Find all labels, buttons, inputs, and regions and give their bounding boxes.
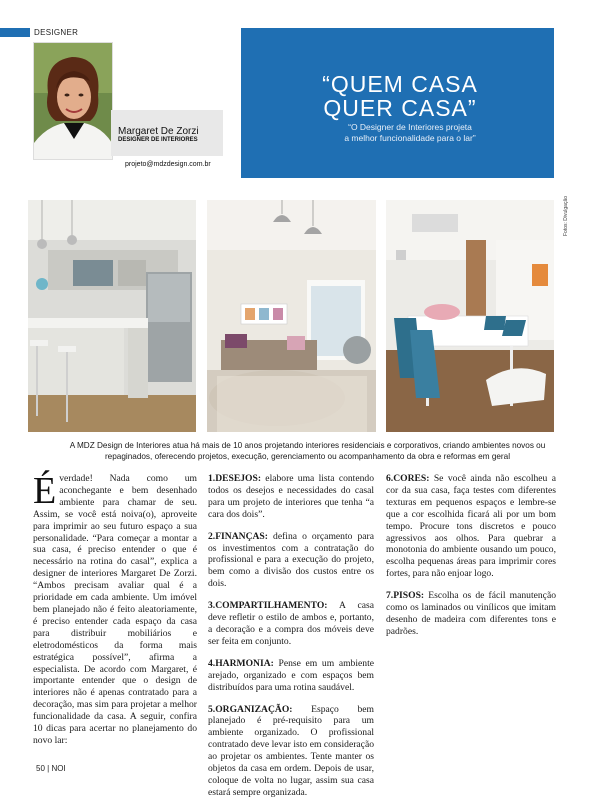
tip-2-head: 2.FINANÇAS:: [208, 530, 268, 542]
designer-name: Margaret De Zorzi: [118, 126, 199, 137]
designer-portrait: [33, 42, 113, 160]
living-room-photo: [207, 200, 376, 432]
tip-4-text: Pense em um ambiente arejado, organizado e com espaços bem distribuídos para uma rotina saudável.: [208, 657, 374, 693]
caption-line2: repaginados, oferecendo projetos, execução, gerenciamento ou acompanhamento da obra e reformas em geral: [104, 452, 511, 461]
tip-3: [208, 600, 374, 648]
tip-4: [208, 658, 374, 694]
article-column-3: [386, 473, 556, 648]
quote-subtitle-line1: “O Designer de Interiores projeta: [348, 122, 472, 132]
tip-1: [208, 473, 374, 521]
quote-subtitle-line2: a melhor funcionalidade para o lar”: [344, 133, 476, 143]
tip-6-head: 6.CORES:: [386, 473, 430, 484]
quote-subtitle: [300, 122, 520, 144]
magazine-name: NOI: [51, 764, 66, 773]
tip-6-text: Se você ainda não escolheu a cor da sua casa, faça testes com diferentes texturas em pequenos espaços e lembre-se que a cor escolhida ficará ali por um bom tempo. Procure tons discretos e pouco agressivos aos olhos. Para quebrar a monotonia do ambiente ousando um pouco, escolha pequenas áreas para imprimir cores fortes, para não enjoar logo.: [386, 473, 556, 580]
tip-6: [386, 473, 556, 580]
dropcap: É: [33, 470, 57, 512]
tip-5-text: Espaço bem planejado é pré-requisito para um ambiente organizado. O profissional contratado deve levar isto em consideração ao projetar os ambientes. Tente manter os objetos da casa em ordem. Depois de usar, coloque de volta no lugar, assim sua casa estará sempre organizada.: [208, 703, 374, 798]
article-column-2: [208, 473, 374, 809]
quote-title-line1: “QUEM CASA: [322, 71, 478, 97]
tip-5: [208, 704, 374, 799]
designer-email[interactable]: projeto@mdzdesign.com.br: [125, 161, 211, 168]
tip-3-head: 3.COMPARTILHAMENTO:: [208, 600, 328, 612]
tip-2-text: defina o orçamento para os investimentos com a contratação do profissional e para a execução do projeto, bem como a divisão dos custos entre os dois.: [208, 530, 374, 590]
section-accent-bar: [0, 28, 30, 37]
tip-7-text: Escolha os de fácil manutenção como os laminados ou vinílicos que imitam desenho de madeira com diferentes tons e padrões.: [386, 590, 556, 637]
page-number: 50: [36, 764, 45, 773]
tip-4-head: 4.HARMONIA:: [208, 657, 274, 669]
kitchen-photo: [28, 200, 196, 432]
dining-room-photo: [386, 200, 554, 432]
tip-7-head: 7.PISOS:: [386, 590, 425, 602]
article-column-1: [33, 470, 197, 757]
section-label: DESIGNER: [34, 28, 79, 37]
photo-credit: Fotos: Divulgação: [563, 195, 569, 236]
quote-title: [260, 72, 540, 120]
caption-line1: A MDZ Design de Interiores atua há mais de 10 anos projetando interiores residenciais e corporativos, criando ambientes novos ou: [69, 441, 546, 450]
page-footer: 50 | NOI: [36, 764, 66, 773]
tip-5-head: 5.ORGANIZAÇÃO:: [208, 703, 293, 715]
photo-caption: [35, 440, 580, 462]
tip-2: [208, 531, 374, 591]
designer-role: DESIGNER DE INTERIORES: [118, 137, 198, 143]
intro-paragraph: verdade! Nada como um aconchegante e bem desenhado ambiente para chamar de seu. Assim, se você está noiva(o), aproveite para imprimir ao seu futuro espaço a sua personalidade. “Para começar a montar a sua casa, é preciso entender o que é necessário na rotina do casal”, explica a designer de interiores Margaret De Zorzi. “Ambos precisam avaliar qual é a prioridade em cada ambiente. Um imóvel bem planejado não é feito aleatoriamente, é preciso entender cada espaço da casa para distribuir mobiliários e eletrodomésticos da forma mais estratégica possível”, afirma a especialista. De acordo com Margaret, é importante entender que o design de interiores não é apenas contratado para a decoração, mas sim para projetar a melhor funcionalidade da casa. A seguir, confira 10 dicas para acertar no planejamento do novo lar:: [33, 473, 197, 746]
tip-1-head: 1.DESEJOS:: [208, 473, 262, 484]
tip-3-text: A casa deve refletir o estilo de ambos e, portanto, a decoração e a compra dos móveis deve ser feita em conjunto.: [208, 600, 374, 647]
quote-title-line2: QUER CASA”: [323, 95, 477, 121]
tip-7: [386, 590, 556, 638]
tip-1-text: elabore uma lista contendo todos os desejos e necessidades do casal para um projeto de interiores que tenha “a cara dos dois”.: [208, 473, 374, 520]
